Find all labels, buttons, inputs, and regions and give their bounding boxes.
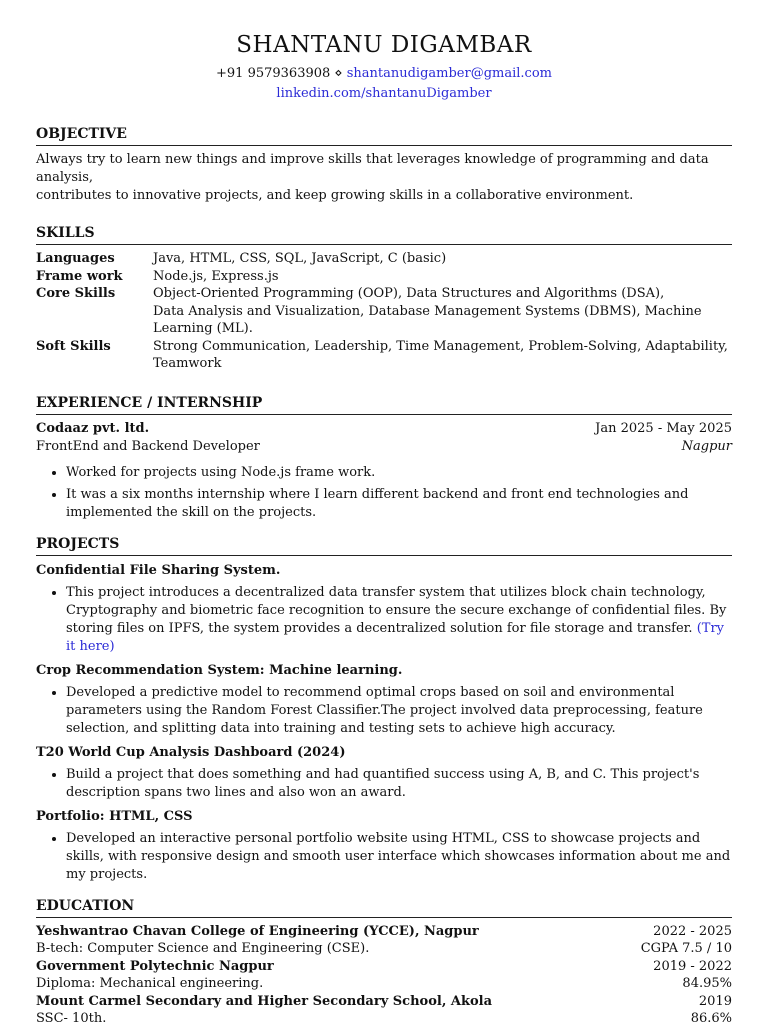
skill-row <box>36 285 732 303</box>
skill-label: Frame work <box>36 268 123 284</box>
objective-text <box>36 151 732 205</box>
education-dates: 2019 <box>698 993 732 1009</box>
experience-entry <box>36 420 732 522</box>
contact-block <box>36 64 732 104</box>
objective-line-2: contributes to innovative projects, and keep growing skills in a collaborative environment. <box>36 188 634 203</box>
separator-diamond: ⋄ <box>334 66 343 81</box>
project-title: Portfolio: HTML, CSS <box>36 808 193 824</box>
education-row <box>36 975 732 993</box>
list-item <box>66 584 732 656</box>
skill-label: Languages <box>36 251 115 266</box>
skill-row <box>36 338 732 373</box>
skill-label: Soft Skills <box>36 338 111 354</box>
project-title: Confidential File Sharing System. <box>36 562 281 578</box>
list-item: • Developed an interactive personal portfolio website using HTML, CSS to showcase projects and skills, with responsive design and smooth user interface which showcases information about me and my projects. <box>66 830 732 884</box>
skill-value: Data Analysis and Visualization, Database Management Systems (DBMS), Machine Learning (ML). <box>153 303 702 336</box>
degree-name: SSC- 10th. <box>36 1011 107 1026</box>
education-row <box>36 940 732 958</box>
skill-value: Node.js, Express.js <box>153 268 279 284</box>
experience-dates: Jan 2025 - May 2025 <box>595 420 732 436</box>
degree-name: B-tech: Computer Science and Engineering (CSE). <box>36 941 370 956</box>
project-bullets <box>36 830 732 884</box>
linkedin-link[interactable]: linkedin.com/shantanuDigamber <box>276 86 492 101</box>
degree-name: Diploma: Mechanical engineering. <box>36 976 264 991</box>
list-item: • Build a project that does something and had quantified success using A, B, and C. This project's description spans two lines and also won an award. <box>66 766 732 802</box>
project-bullets <box>36 684 732 738</box>
skill-value: Strong Communication, Leadership, Time Management, Problem-Solving, Adaptability, Teamwork <box>153 338 728 371</box>
list-item: • Developed a predictive model to recommend optimal crops based on soil and environmental parameters using the Random Forest Classifier.The project involved data preprocessing, feature selection, and splitting data into training and testing sets to achieve high accuracy. <box>66 684 732 738</box>
project-bullets <box>36 584 732 656</box>
email-link[interactable]: shantanudigamber@gmail.com <box>346 66 552 81</box>
job-role: FrontEnd and Backend Developer <box>36 438 260 454</box>
education-row <box>36 923 732 941</box>
education-score: 84.95% <box>682 976 732 991</box>
education-score: CGPA 7.5 / 10 <box>640 941 732 956</box>
experience-bullets <box>36 464 732 522</box>
institution-name: Government Polytechnic Nagpur <box>36 958 274 974</box>
objective-line-1: Always try to learn new things and improve skills that leverages knowledge of programming and data analysis, <box>36 152 709 185</box>
resume-page <box>36 0 732 1028</box>
list-item: • It was a six months internship where I learn different backend and front end technologies and implemented the skill on the projects. <box>66 486 732 522</box>
try-it-here-link[interactable]: (Try it here) <box>66 620 725 654</box>
skill-value: Object-Oriented Programming (OOP), Data Structures and Algorithms (DSA), <box>153 286 665 301</box>
skill-row <box>36 268 732 286</box>
education-row <box>36 958 732 976</box>
skill-row <box>36 250 732 268</box>
skill-row <box>36 303 732 338</box>
project-title: Crop Recommendation System: Machine learning. <box>36 662 403 678</box>
phone-number: +91 9579363908 <box>216 66 331 81</box>
education-list <box>36 923 732 1028</box>
project-bullets <box>36 766 732 802</box>
skills-table <box>36 250 732 373</box>
institution-name: Mount Carmel Secondary and Higher Secondary School, Akola <box>36 993 492 1009</box>
skill-label <box>36 303 153 338</box>
projects-list <box>36 562 732 884</box>
education-row <box>36 993 732 1011</box>
project-description: This project introduces a decentralized data transfer system that utilizes block chain technology, Cryptography and biometric face recognition to ensure the secure exchange of confidential files. By storing files on IPFS, the system provides a decentralized solution for file storage and transfer. <box>66 584 727 636</box>
list-item: • Worked for projects using Node.js frame work. <box>66 464 732 482</box>
project-title: T20 World Cup Analysis Dashboard (2024) <box>36 744 346 760</box>
institution-name: Yeshwantrao Chavan College of Engineering (YCCE), Nagpur <box>36 923 479 939</box>
skill-value: Java, HTML, CSS, SQL, JavaScript, C (basic) <box>153 251 447 266</box>
education-row <box>36 1010 732 1028</box>
company-name: Codaaz pvt. ltd. <box>36 420 150 436</box>
objective-heading: OBJECTIVE <box>36 126 732 146</box>
skills-heading: SKILLS <box>36 225 732 245</box>
experience-heading: EXPERIENCE / INTERNSHIP <box>36 395 732 415</box>
job-location: Nagpur <box>681 438 732 454</box>
education-score: 86.6% <box>690 1011 732 1026</box>
projects-heading: PROJECTS <box>36 536 732 556</box>
education-dates: 2022 - 2025 <box>653 923 732 939</box>
education-heading: EDUCATION <box>36 898 732 918</box>
skill-label: Core Skills <box>36 286 116 301</box>
candidate-name: SHANTANU DIGAMBAR <box>236 32 532 58</box>
education-dates: 2019 - 2022 <box>653 958 732 974</box>
